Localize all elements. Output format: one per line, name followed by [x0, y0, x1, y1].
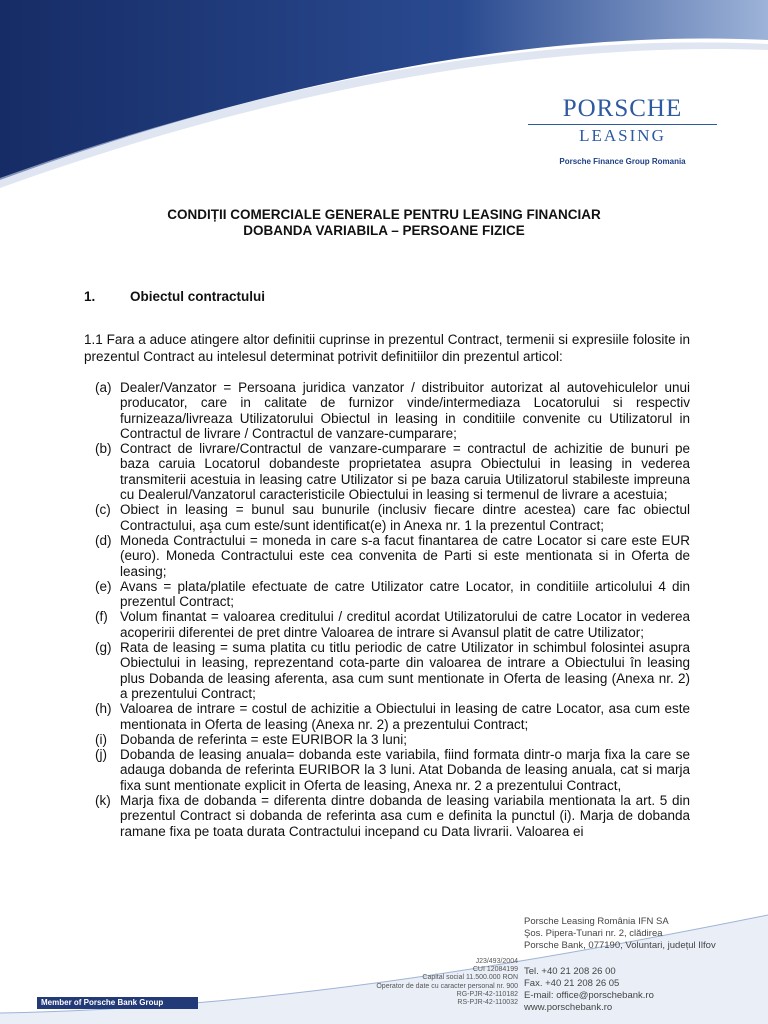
company-address: [524, 916, 716, 952]
reg-line: CUI 12084199: [472, 966, 518, 974]
definition-item: [84, 380, 690, 441]
intro-paragraph: 1.1 Fara a aduce atingere altor definitii cuprinse in prezentul Contract, termenii si expresiile folosite in prezentul Contract au intelesul determinat potrivit definitiilor din prezentul articol:: [84, 332, 690, 364]
company-name: Porsche Leasing România IFN SA: [524, 916, 669, 927]
definition-label: (g): [95, 640, 112, 656]
definition-item: [84, 579, 690, 610]
definition-label: (a): [95, 380, 112, 395]
website-link[interactable]: www.porschebank.ro: [524, 1002, 613, 1013]
phone: Tel. +40 21 208 26 00: [524, 966, 616, 977]
porsche-leasing-logo: [520, 96, 725, 166]
definition-text: Dobanda de referinta = este EURIBOR la 3 luni;: [120, 731, 408, 747]
definition-item: [84, 640, 690, 701]
definitions-list: [84, 380, 690, 839]
company-contact: [524, 966, 654, 1014]
definition-text: Dealer/Vanzator = Persoana juridica vanzator / distribuitor autorizat al autovehiculelor unui producator, care in calitate de furnizor vinde/intermediaza Locatorului si respectiv furnizeaza/livreaza Utilizatorului Obiectul in leasing in conditiile convenite cu Utilizatorul in Contractul de livrare / Contractul de vanzare-cumparare;: [120, 380, 690, 441]
definition-item: [84, 533, 690, 579]
definition-text: Moneda Contractului = moneda in care s-a facut finantarea de catre Locator si care este EUR (euro). Moneda Contractului este cea convenita de Parti si este mentionata si in Oferta de leasing;: [120, 532, 690, 579]
company-street: Şos. Pipera-Tunari nr. 2, clădirea: [524, 928, 663, 939]
definition-item: [84, 732, 690, 747]
definition-text: Obiect in leasing = bunul sau bunurile (inclusiv fiecare dintre acestea) care fac obiectul Contractului, aşa cum este/sunt identificat(e) in Anexa nr. 1 la prezentul Contract;: [120, 502, 690, 533]
definition-label: (b): [95, 441, 112, 457]
definition-label: (f): [95, 609, 108, 625]
definition-label: (c): [95, 502, 111, 518]
logo-subtitle: Porsche Finance Group Romania: [559, 157, 686, 166]
section-heading: [84, 289, 265, 304]
section-number: 1.: [84, 289, 96, 304]
reg-line: RS-PJR-42-110032: [457, 999, 518, 1007]
reg-line: Operator de date cu caracter personal nr. 900: [376, 982, 518, 990]
fax: Fax. +40 21 208 26 05: [524, 978, 620, 989]
reg-line: Capital social 11.500.000 RON: [422, 974, 518, 982]
logo-brand: PORSCHE: [562, 95, 683, 122]
definition-label: (j): [95, 747, 107, 763]
definition-item: [84, 701, 690, 732]
definition-text: Avans = plata/platile efectuate de catre Utilizator catre Locator, in conditiile articolului 4 din prezentul Contract;: [120, 578, 690, 610]
member-banner: Member of Porsche Bank Group: [37, 997, 198, 1009]
company-city: Porsche Bank, 077190, Voluntari, județul Ilfov: [524, 940, 716, 951]
email-link[interactable]: E-mail: office@porschebank.ro: [524, 990, 654, 1001]
logo-rule: [528, 124, 717, 125]
definition-label: (i): [95, 731, 107, 747]
logo-product: LEASING: [579, 126, 666, 145]
definition-text: Contract de livrare/Contractul de vanzare-cumparare = contractul de achizitie de bunuri pe baza caruia Locatorul dobandeste proprietatea asupra Obiectului in leasing in vederea transmiterii acestuia in leasing catre Utilizator si pe baza caruia Utilizatorul stabileste impreuna cu Dealerul/Vanzatorul caracteristicile Obiectului in leasing si termenul de livrare a acestuia;: [120, 441, 690, 503]
definition-item: [84, 747, 690, 793]
definition-item: [84, 793, 690, 839]
definition-text: Rata de leasing = suma platita cu titlu periodic de catre Utilizator in schimbul folosintei asupra Obiectului in leasing, reprezentand cota-parte din valoarea de intrare a Obiectului în leasing plus Dobanda de leasing aferenta, asa cum sunt mentionate in Oferta de leasing (Anexa nr. 2) a prezentului Contract;: [120, 640, 690, 701]
definition-item: [84, 609, 690, 640]
definition-label: (k): [95, 793, 111, 809]
definition-text: Valoarea de intrare = costul de achizitie a Obiectului in leasing de catre Locator, asa cum este mentionata in Oferta de leasing (Anexa nr. 2) a prezentului Contract;: [120, 701, 690, 732]
registration-info: [350, 958, 518, 1007]
definition-text: Dobanda de leasing anuala= dobanda este variabila, fiind formata dintr-o marja fixa la care se adauga dobanda de referinta EURIBOR la 3 luni. Atat Dobanda de leasing anuala, cat si marja fixa sunt mentionate explicit in Oferta de leasing, Anexa nr. 2 a prezentului Contract,: [120, 747, 690, 793]
definition-item: [84, 502, 690, 533]
definition-item: [84, 441, 690, 502]
reg-line: RG-PJR-42-110182: [456, 990, 518, 998]
definition-label: (h): [95, 701, 112, 717]
definition-label: (d): [95, 532, 112, 548]
document-title-line2: DOBANDA VARIABILA – PERSOANE FIZICE: [243, 223, 525, 238]
definition-label: (e): [95, 578, 112, 594]
section-title: Obiectul contractului: [130, 289, 266, 304]
definition-text: Marja fixa de dobanda = diferenta dintre dobanda de leasing variabila mentionata la art. 5 din prezentul Contract si dobanda de referinta asa cum e definita la punctul (i). Marja de dobanda ramane fixa pe toata durata Contractului incepand cu Data livrarii. Valoarea ei: [120, 793, 690, 839]
reg-line: J23/493/2004: [475, 958, 518, 965]
document-title-line1: CONDIȚII COMERCIALE GENERALE PENTRU LEASING FINANCIAR: [167, 207, 601, 222]
definition-text: Volum finantat = valoarea creditului / creditul acordat Utilizatorului de catre Locator in vederea acoperirii diferentei de pret dintre Valoarea de intrare si Avansul platit de catre Utilizator;: [120, 609, 690, 640]
